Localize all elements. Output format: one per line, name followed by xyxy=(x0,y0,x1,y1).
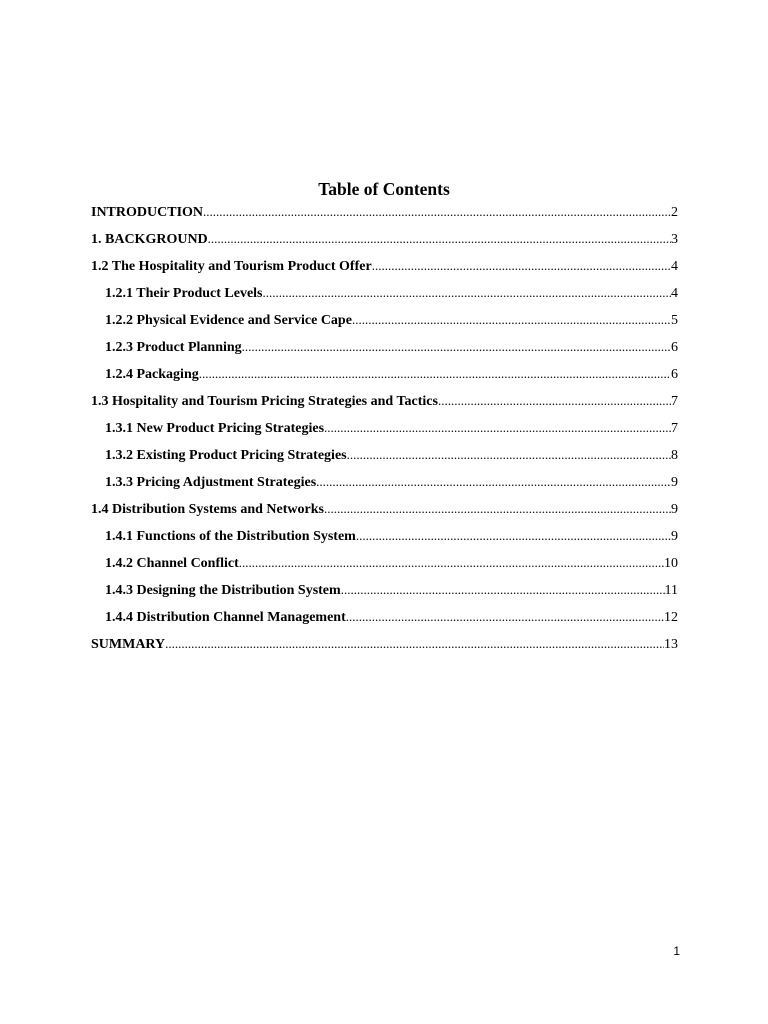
toc-entry-distribution-systems[interactable] xyxy=(91,497,678,524)
toc-entry-channel-conflict[interactable] xyxy=(91,551,678,578)
toc-entry-label: 1.4.1 Functions of the Distribution System xyxy=(105,529,356,544)
toc-entry-label: INTRODUCTION xyxy=(91,205,204,220)
toc-entry-packaging[interactable] xyxy=(91,362,678,389)
toc-entry-designing-distribution[interactable] xyxy=(91,578,678,605)
toc-dot-leader xyxy=(203,200,671,224)
toc-entry-page: 6 xyxy=(671,340,678,355)
toc-entry-pricing-adjustment[interactable] xyxy=(91,470,678,497)
toc-entry-label: 1.2.1 Their Product Levels xyxy=(105,286,263,301)
toc-entry-label: 1.2.4 Packaging xyxy=(105,367,199,382)
toc-dot-leader xyxy=(199,362,671,386)
toc-dot-leader xyxy=(324,416,671,440)
toc-dot-leader xyxy=(341,578,665,602)
toc-entry-page: 4 xyxy=(671,259,678,274)
toc-entry-page: 9 xyxy=(671,529,678,544)
toc-list xyxy=(91,200,678,659)
toc-dot-leader xyxy=(316,470,671,494)
toc-entry-page: 12 xyxy=(664,610,678,625)
toc-entry-label: 1.2 The Hospitality and Tourism Product Offer xyxy=(91,259,372,274)
toc-entry-page: 9 xyxy=(671,502,678,517)
toc-entry-new-product-pricing[interactable] xyxy=(91,416,678,443)
toc-dot-leader xyxy=(347,443,671,467)
toc-entry-page: 11 xyxy=(664,583,678,598)
toc-entry-label: 1.4.4 Distribution Channel Management xyxy=(105,610,346,625)
toc-entry-existing-product-pricing[interactable] xyxy=(91,443,678,470)
toc-entry-product-offer[interactable] xyxy=(91,254,678,281)
toc-entry-label: 1.2.2 Physical Evidence and Service Cape xyxy=(105,313,352,328)
toc-entry-label: 1.4.3 Designing the Distribution System xyxy=(105,583,341,598)
toc-entry-summary[interactable] xyxy=(91,632,678,659)
toc-dot-leader xyxy=(208,227,671,251)
page-number: 1 xyxy=(673,944,680,958)
toc-entry-page: 9 xyxy=(671,475,678,490)
toc-dot-leader xyxy=(372,254,671,278)
toc-dot-leader xyxy=(352,308,671,332)
toc-entry-introduction[interactable] xyxy=(91,200,678,227)
toc-entry-page: 8 xyxy=(671,448,678,463)
toc-entry-label: 1.4 Distribution Systems and Networks xyxy=(91,502,324,517)
toc-title: Table of Contents xyxy=(318,179,450,199)
toc-entry-label: 1.3.3 Pricing Adjustment Strategies xyxy=(105,475,317,490)
toc-entry-channel-management[interactable] xyxy=(91,605,678,632)
toc-dot-leader xyxy=(242,335,671,359)
toc-entry-page: 10 xyxy=(664,556,678,571)
toc-entry-page: 7 xyxy=(671,394,678,409)
toc-entry-label: 1.3.1 New Product Pricing Strategies xyxy=(105,421,325,436)
toc-entry-physical-evidence[interactable] xyxy=(91,308,678,335)
toc-entry-label: 1.4.2 Channel Conflict xyxy=(105,556,239,571)
toc-entry-product-levels[interactable] xyxy=(91,281,678,308)
toc-entry-label: 1.3 Hospitality and Tourism Pricing Strategies and Tactics xyxy=(91,394,438,409)
toc-dot-leader xyxy=(356,524,671,548)
toc-entry-pricing-strategies[interactable] xyxy=(91,389,678,416)
toc-dot-leader xyxy=(263,281,672,305)
toc-entry-label: 1.2.3 Product Planning xyxy=(105,340,242,355)
toc-entry-background[interactable] xyxy=(91,227,678,254)
toc-entry-page: 5 xyxy=(671,313,678,328)
toc-entry-product-planning[interactable] xyxy=(91,335,678,362)
toc-dot-leader xyxy=(239,551,664,575)
toc-entry-page: 13 xyxy=(664,637,678,652)
toc-entry-page: 2 xyxy=(671,205,678,220)
toc-entry-page: 7 xyxy=(671,421,678,436)
toc-dot-leader xyxy=(324,497,671,521)
toc-dot-leader xyxy=(346,605,664,629)
toc-entry-distribution-functions[interactable] xyxy=(91,524,678,551)
toc-entry-label: 1.3.2 Existing Product Pricing Strategies xyxy=(105,448,347,463)
toc-dot-leader xyxy=(165,632,664,656)
toc-entry-page: 3 xyxy=(671,232,678,247)
toc-entry-page: 6 xyxy=(671,367,678,382)
toc-entry-label: SUMMARY xyxy=(91,637,166,652)
toc-entry-page: 4 xyxy=(671,286,678,301)
toc-entry-label: 1. BACKGROUND xyxy=(91,232,208,247)
toc-dot-leader xyxy=(438,389,671,413)
